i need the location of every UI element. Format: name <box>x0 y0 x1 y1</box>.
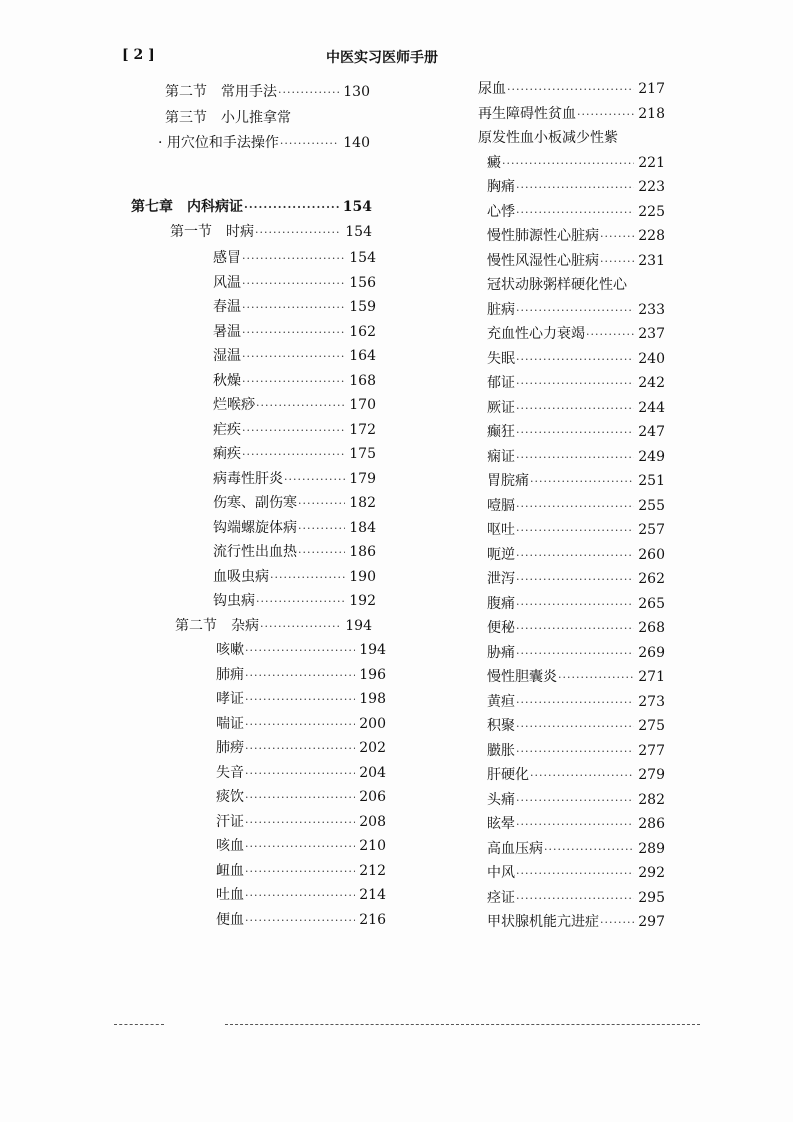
entry-title: 充血性心力衰竭 <box>487 326 585 342</box>
entry-page-number: 130 <box>343 84 370 100</box>
chapter-heading <box>131 196 372 218</box>
entry-title: 湿温 <box>213 348 241 364</box>
toc-entry <box>487 568 665 590</box>
toc-entry <box>216 860 386 882</box>
entry-title: 第二节 常用手法 <box>165 84 277 100</box>
entry-title: 血吸虫病 <box>213 568 269 585</box>
dot-leader <box>516 398 634 420</box>
toc-entry <box>213 590 376 612</box>
dot-leader <box>242 371 345 393</box>
toc-entry <box>487 862 665 884</box>
toc-entry <box>487 691 665 713</box>
toc-entry <box>487 495 665 517</box>
entry-title: 感冒 <box>213 250 241 266</box>
entry-page-number: 179 <box>349 470 376 487</box>
entry-page-number: 242 <box>638 375 665 391</box>
dot-leader <box>516 790 634 812</box>
entry-title: 秋燥 <box>213 372 241 389</box>
toc-entry <box>487 201 665 223</box>
toc-entry <box>216 835 386 857</box>
entry-title: 黄疸 <box>487 693 515 710</box>
toc-entry <box>213 492 376 514</box>
dot-leader <box>516 888 634 910</box>
dot-leader <box>245 738 355 760</box>
section-heading <box>170 221 372 243</box>
entry-page-number: 182 <box>349 495 376 511</box>
entry-page-number: 244 <box>638 399 665 416</box>
entry-title: 厥证 <box>487 399 515 416</box>
toc-entry <box>216 884 386 906</box>
dot-leader <box>516 569 634 591</box>
toc-entry <box>487 642 665 664</box>
entry-title: 呃逆 <box>487 546 515 563</box>
entry-page-number: 162 <box>349 323 376 340</box>
entry-title: 癜 <box>487 154 501 171</box>
entry-title: 癫狂 <box>487 424 515 440</box>
entry-title: 眩晕 <box>487 816 515 832</box>
dot-leader <box>280 133 339 155</box>
dot-leader <box>577 104 634 126</box>
entry-title: 胸痛 <box>487 179 515 195</box>
entry-page-number: 223 <box>638 179 665 195</box>
entry-title: 吐血 <box>216 887 244 903</box>
entry-title: 甲状腺机能亢进症 <box>487 914 599 930</box>
entry-page-number: 154 <box>345 224 372 240</box>
dot-leader <box>242 444 345 466</box>
toc-entry <box>487 544 665 566</box>
toc-entry <box>487 764 665 786</box>
toc-entry <box>213 566 376 588</box>
entry-title: 慢性胆囊炎 <box>487 669 557 685</box>
dot-leader <box>245 836 355 858</box>
entry-title: 第七章 内科病证 <box>131 199 243 215</box>
dot-leader <box>516 814 634 836</box>
toc-entry <box>487 666 665 688</box>
entry-page-number: 257 <box>638 522 665 538</box>
entry-title: 失眠 <box>487 350 515 367</box>
dot-leader <box>516 741 634 763</box>
entry-title: 慢性风湿性心脏病 <box>487 252 599 269</box>
entry-page-number: 255 <box>638 497 665 514</box>
toc-entry <box>487 348 665 370</box>
entry-title: 伤寒、副伤寒 <box>213 495 297 511</box>
entry-page-number: 212 <box>359 862 386 879</box>
entry-title: 钩端螺旋体病 <box>213 519 297 536</box>
entry-title: 第三节 小儿推拿常 <box>165 109 291 126</box>
entry-page-number: 251 <box>638 473 665 489</box>
dot-leader <box>516 373 634 395</box>
entry-page-number: 208 <box>359 813 386 830</box>
toc-entry <box>487 838 665 860</box>
entry-title: 脏病 <box>487 301 515 318</box>
entry-title: 第二节 杂病 <box>175 617 259 634</box>
dot-leader <box>242 297 345 319</box>
section-heading <box>175 615 372 637</box>
entry-page-number: 217 <box>638 81 665 97</box>
entry-page-number: 275 <box>638 718 665 734</box>
entry-page-number: 282 <box>638 791 665 808</box>
dot-leader <box>270 567 345 589</box>
dot-leader <box>245 812 355 834</box>
toc-entry <box>213 296 376 318</box>
entry-title: 呕吐 <box>487 522 515 538</box>
toc-entry <box>487 715 665 737</box>
toc-entry <box>487 617 665 639</box>
entry-page-number: 216 <box>359 911 386 928</box>
entry-title: 肺痈 <box>216 666 244 683</box>
dot-leader <box>600 226 634 248</box>
entry-page-number: 202 <box>359 740 386 756</box>
entry-page-number: 214 <box>359 887 386 903</box>
toc-entry <box>216 786 386 808</box>
entry-page-number: 184 <box>349 519 376 536</box>
toc-entry <box>478 103 665 125</box>
dot-leader <box>245 714 355 736</box>
toc-entry <box>213 345 376 367</box>
toc-entry <box>487 250 665 272</box>
entry-page-number: 292 <box>638 865 665 881</box>
entry-title: 噎膈 <box>487 497 515 514</box>
entry-title: 心悸 <box>487 203 515 220</box>
entry-title: 胁痛 <box>487 644 515 661</box>
dot-leader <box>245 910 355 932</box>
toc-entry <box>216 811 386 833</box>
entry-page-number: 206 <box>359 789 386 805</box>
toc-entry <box>478 78 665 100</box>
dot-leader <box>245 640 355 662</box>
entry-page-number: 286 <box>638 816 665 832</box>
entry-title: 暑温 <box>213 323 241 340</box>
toc-entry <box>487 176 665 198</box>
dot-leader <box>530 471 634 493</box>
entry-page-number: 170 <box>349 397 376 413</box>
toc-entry <box>487 323 665 345</box>
dot-leader <box>245 787 355 809</box>
entry-title: 春温 <box>213 299 241 315</box>
dot-leader <box>298 542 345 564</box>
toc-entry <box>478 127 665 149</box>
entry-title: 汗证 <box>216 813 244 830</box>
dot-leader <box>558 667 634 689</box>
toc-entry <box>213 419 376 441</box>
entry-title: 喘证 <box>216 715 244 732</box>
toc-entry <box>487 446 665 468</box>
entry-page-number: 233 <box>638 301 665 318</box>
dot-leader <box>516 643 634 665</box>
dot-leader <box>242 346 345 368</box>
toc-entry <box>213 321 376 343</box>
entry-page-number: 295 <box>638 889 665 906</box>
entry-page-number: 289 <box>638 840 665 857</box>
toc-entry <box>213 370 376 392</box>
entry-title: 胃脘痛 <box>487 473 529 489</box>
entry-page-number: 196 <box>359 666 386 683</box>
dot-leader <box>516 594 634 616</box>
entry-page-number: 190 <box>349 568 376 585</box>
toc-entry <box>487 519 665 541</box>
toc-entry <box>487 789 665 811</box>
toc-entry <box>216 639 386 661</box>
toc-entry <box>487 299 665 321</box>
toc-entry <box>487 397 665 419</box>
dot-leader <box>245 885 355 907</box>
entry-title: 痢疾 <box>213 446 241 462</box>
entry-page-number: 228 <box>638 228 665 244</box>
entry-page-number: 159 <box>349 299 376 315</box>
dot-leader <box>516 545 634 567</box>
toc-entry <box>487 152 665 174</box>
entry-page-number: 269 <box>638 644 665 661</box>
entry-title: 泄泻 <box>487 571 515 587</box>
entry-page-number: 225 <box>638 203 665 220</box>
dot-leader <box>507 79 634 101</box>
entry-page-number: 210 <box>359 838 386 854</box>
toc-entry <box>165 107 370 129</box>
entry-page-number: 164 <box>349 348 376 364</box>
dot-leader <box>242 248 345 270</box>
dot-leader <box>255 222 341 244</box>
entry-title: 钩虫病 <box>213 593 255 609</box>
entry-page-number: 262 <box>638 571 665 587</box>
dot-leader <box>600 251 634 273</box>
dot-leader <box>502 153 634 175</box>
entry-page-number: 140 <box>343 135 370 151</box>
toc-entry <box>487 887 665 909</box>
entry-title: 郁证 <box>487 375 515 391</box>
entry-title: 衄血 <box>216 862 244 879</box>
toc-entry <box>487 593 665 615</box>
toc-entry <box>165 81 370 103</box>
dot-leader <box>516 447 634 469</box>
dot-leader <box>516 618 634 640</box>
entry-title: 再生障碍性贫血 <box>478 105 576 122</box>
entry-title: 冠状动脉粥样硬化性心 <box>487 277 627 293</box>
dot-leader <box>544 839 634 861</box>
dot-leader <box>516 177 634 199</box>
entry-page-number: 168 <box>349 372 376 389</box>
entry-page-number: 175 <box>349 446 376 462</box>
toc-entry <box>216 713 386 735</box>
dot-leader <box>260 616 341 638</box>
entry-page-number: 231 <box>638 252 665 269</box>
dot-leader <box>600 912 634 934</box>
entry-title: 中风 <box>487 865 515 881</box>
entry-title: 失音 <box>216 764 244 781</box>
bottom-rule <box>225 1024 700 1025</box>
dot-leader <box>256 395 345 417</box>
dot-leader <box>242 420 345 442</box>
toc-entry <box>487 225 665 247</box>
toc-entry <box>487 274 665 296</box>
toc-entry <box>216 909 386 931</box>
toc-entry <box>487 470 665 492</box>
dot-leader <box>516 422 634 444</box>
entry-page-number: 279 <box>638 767 665 783</box>
entry-title: 原发性血小板减少性紫 <box>478 130 618 146</box>
entry-title: 便秘 <box>487 620 515 636</box>
entry-page-number: 172 <box>349 421 376 438</box>
entry-page-number: 271 <box>638 669 665 685</box>
toc-entry <box>487 911 665 933</box>
entry-page-number: 154 <box>349 250 376 266</box>
entry-page-number: 277 <box>638 742 665 759</box>
dot-leader <box>516 496 634 518</box>
toc-entry <box>158 132 370 154</box>
entry-page-number: 265 <box>638 595 665 612</box>
entry-title: 腹痛 <box>487 595 515 612</box>
toc-entry <box>213 541 376 563</box>
toc-entry <box>213 517 376 539</box>
toc-entry <box>487 372 665 394</box>
toc-entry <box>213 394 376 416</box>
entry-title: 烂喉痧 <box>213 397 255 413</box>
entry-page-number: 218 <box>638 105 665 122</box>
toc-entry <box>487 740 665 762</box>
entry-title: 第一节 时病 <box>170 224 254 240</box>
entry-title: 疟疾 <box>213 421 241 438</box>
dot-leader <box>245 861 355 883</box>
page-number: [ 2 ] <box>122 47 155 63</box>
bottom-rule <box>114 1024 164 1025</box>
toc-entry <box>216 737 386 759</box>
dot-leader <box>284 469 345 491</box>
entry-page-number: 186 <box>349 544 376 560</box>
entry-title: 便血 <box>216 911 244 928</box>
entry-title: 痉证 <box>487 889 515 906</box>
entry-title: · 用穴位和手法操作 <box>158 135 279 151</box>
dot-leader <box>516 202 634 224</box>
dot-leader <box>516 692 634 714</box>
dot-leader <box>242 322 345 344</box>
entry-title: 积聚 <box>487 718 515 734</box>
entry-title: 尿血 <box>478 81 506 97</box>
toc-entry <box>213 443 376 465</box>
entry-page-number: 237 <box>638 326 665 342</box>
entry-page-number: 198 <box>359 691 386 707</box>
entry-title: 肺痨 <box>216 740 244 756</box>
dot-leader <box>298 518 345 540</box>
book-title: 中医实习医师手册 <box>326 50 438 66</box>
dot-leader <box>516 716 634 738</box>
entry-page-number: 221 <box>638 154 665 171</box>
toc-entry <box>213 247 376 269</box>
entry-title: 痰饮 <box>216 789 244 805</box>
entry-title: 头痛 <box>487 791 515 808</box>
toc-entry <box>213 272 376 294</box>
dot-leader <box>278 82 339 104</box>
dot-leader <box>516 863 634 885</box>
dot-leader <box>516 300 634 322</box>
entry-title: 臌胀 <box>487 742 515 759</box>
entry-page-number: 154 <box>342 199 372 215</box>
entry-title: 痫证 <box>487 448 515 465</box>
dot-leader <box>245 689 355 711</box>
entry-title: 高血压病 <box>487 840 543 857</box>
dot-leader <box>516 349 634 371</box>
entry-title: 哮证 <box>216 691 244 707</box>
entry-page-number: 192 <box>349 593 376 609</box>
toc-entry <box>216 664 386 686</box>
dot-leader <box>586 324 634 346</box>
entry-page-number: 200 <box>359 715 386 732</box>
entry-title: 肝硬化 <box>487 767 529 783</box>
dot-leader <box>298 493 345 515</box>
entry-page-number: 194 <box>359 642 386 658</box>
entry-title: 咳血 <box>216 838 244 854</box>
dot-leader <box>244 197 339 219</box>
entry-page-number: 297 <box>638 914 665 930</box>
dot-leader <box>245 665 355 687</box>
entry-page-number: 268 <box>638 620 665 636</box>
dot-leader <box>530 765 634 787</box>
entry-page-number: 204 <box>359 764 386 781</box>
entry-page-number: 194 <box>345 617 372 634</box>
entry-title: 病毒性肝炎 <box>213 470 283 487</box>
entry-page-number: 260 <box>638 546 665 563</box>
toc-entry <box>216 762 386 784</box>
dot-leader <box>245 763 355 785</box>
dot-leader <box>256 591 345 613</box>
entry-title: 流行性出血热 <box>213 544 297 560</box>
entry-title: 风温 <box>213 274 241 291</box>
toc-entry <box>216 688 386 710</box>
entry-page-number: 247 <box>638 424 665 440</box>
entry-page-number: 273 <box>638 693 665 710</box>
entry-page-number: 249 <box>638 448 665 465</box>
entry-title: 咳嗽 <box>216 642 244 658</box>
entry-page-number: 240 <box>638 350 665 367</box>
dot-leader <box>242 273 345 295</box>
toc-entry <box>487 813 665 835</box>
toc-entry <box>213 468 376 490</box>
dot-leader <box>516 520 634 542</box>
toc-entry <box>487 421 665 443</box>
entry-title: 慢性肺源性心脏病 <box>487 228 599 244</box>
entry-page-number: 156 <box>349 274 376 291</box>
